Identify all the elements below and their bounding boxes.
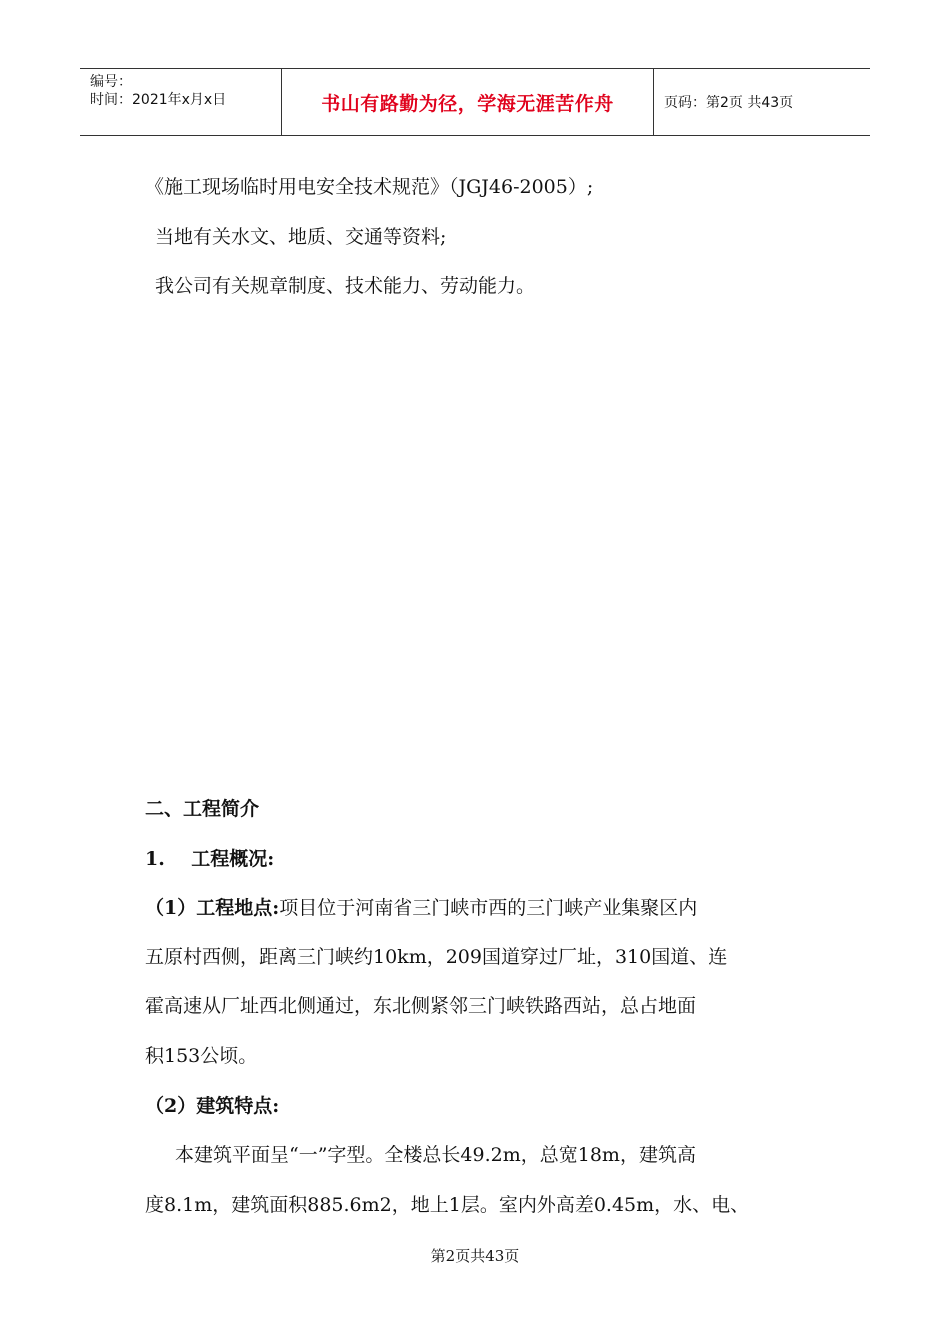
item1-line-4: 积153公顷。	[145, 1045, 258, 1067]
serial-label: 编号：	[90, 74, 132, 90]
time-label: 时间：2021年x月x日	[90, 92, 227, 108]
header-motto-cell	[282, 69, 654, 135]
reference-line-1: 《施工现场临时用电安全技术规范》（JGJ46-2005）;	[145, 176, 594, 198]
item1-label: （1）工程地点:	[145, 897, 280, 919]
header-motto: 书山有路勤为径，学海无涯苦作舟	[321, 92, 614, 115]
item2-line-2: 度8.1m，建筑面积885.6m2，地上1层。室内外高差0.45m，水、电、	[145, 1194, 750, 1216]
header-meta	[80, 69, 282, 135]
section-title: 二、工程简介	[145, 798, 260, 820]
page-header	[80, 68, 870, 136]
reference-line-2: 当地有关水文、地质、交通等资料;	[155, 226, 447, 248]
item1-first-line	[145, 896, 697, 920]
header-page-info	[654, 69, 870, 135]
item1-text: 项目位于河南省三门峡市西的三门峡产业集聚区内	[279, 897, 698, 919]
item1-line-2: 五原村西侧，距离三门峡约10km，209国道穿过厂址，310国道、连	[145, 946, 728, 968]
page-info-text: 页码：第2页 共43页	[664, 95, 794, 111]
item2-line-1: 本建筑平面呈“一”字型。全楼总长49.2m，总宽18m，建筑高	[175, 1144, 696, 1166]
subsection-title: 1. 工程概况:	[145, 848, 275, 870]
reference-line-3: 我公司有关规章制度、技术能力、劳动能力。	[155, 275, 536, 297]
item1-line-3: 霍高速从厂址西北侧通过，东北侧紧邻三门峡铁路西站，总占地面	[145, 995, 697, 1017]
page-footer: 第2页共43页	[430, 1247, 520, 1265]
item2-label: （2）建筑特点:	[145, 1095, 280, 1117]
